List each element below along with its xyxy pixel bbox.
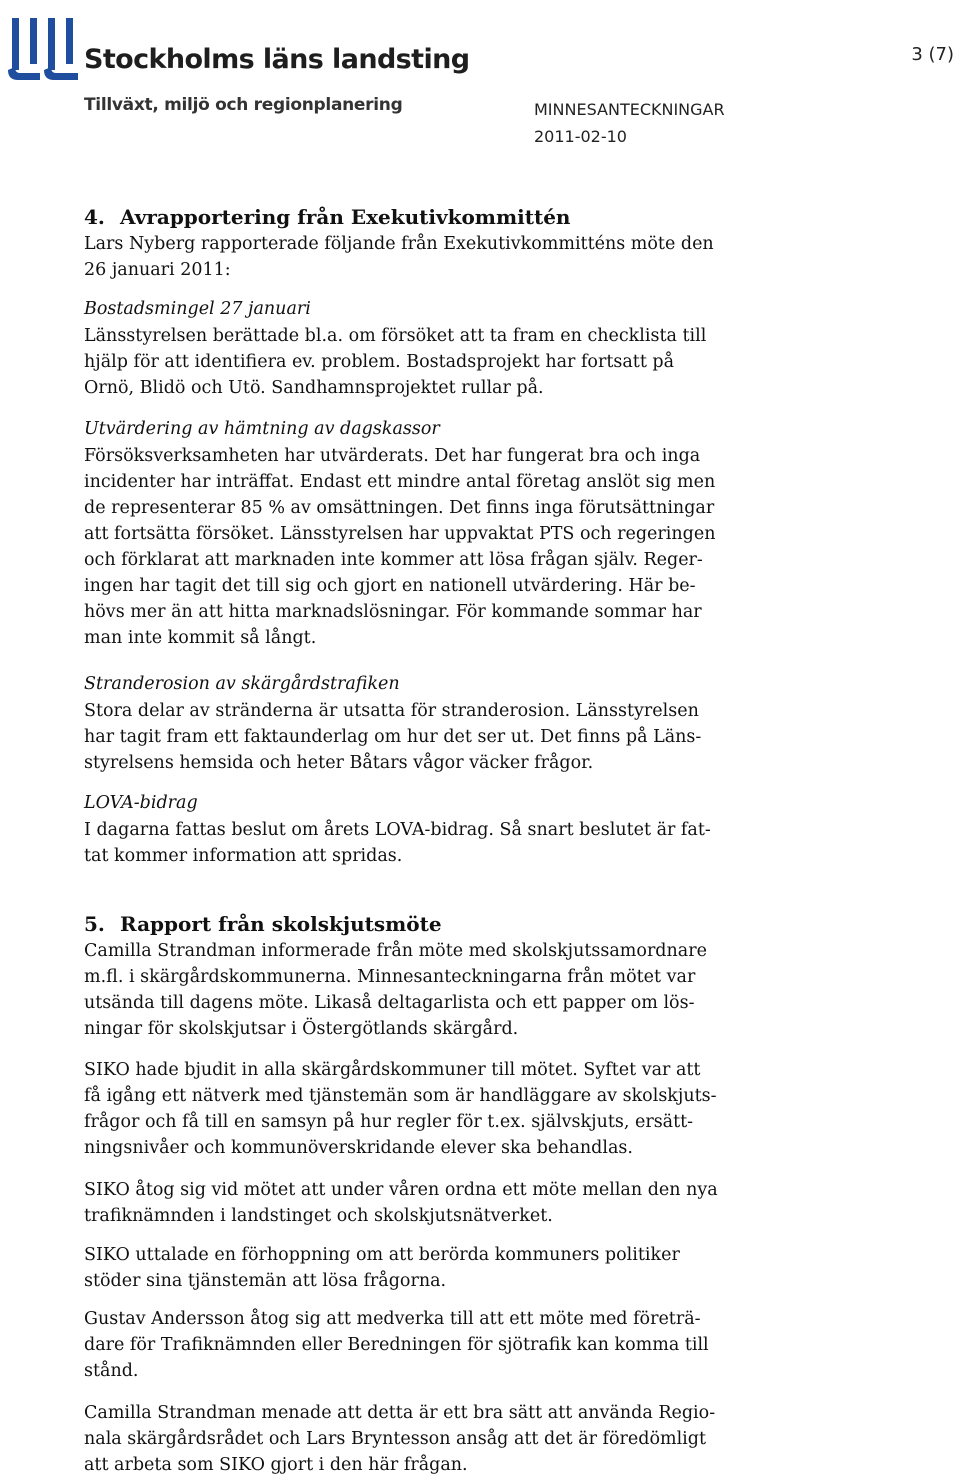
org-subtitle: Tillväxt, miljö och regionplanering bbox=[84, 95, 403, 115]
section-5-title: Rapport från skolskjutsmöte bbox=[120, 912, 442, 936]
paragraph-skolskjuts-4: SIKO uttalade en förhoppning om att berörda kommuners politiker stöder sina tjänstemän att lösa frågorna. bbox=[84, 1245, 680, 1291]
section-4-intro: Lars Nyberg rapporterade följande från Exekutivkommitténs möte den 26 januari 2011: bbox=[84, 234, 714, 280]
paragraph-lova: I dagarna fattas beslut om årets LOVA-bidrag. Så snart beslutet är fat- tat kommer information att spridas. bbox=[84, 820, 711, 866]
paragraph-stranderosion: Stora delar av stränderna är utsatta för stranderosion. Länsstyrelsen har tagit fram ett faktaunderlag om hur det ser ut. Det finns på Läns- styrelsens hemsida och heter Båtars vågor väcker frågor. bbox=[84, 701, 702, 773]
paragraph-bostadsmingel: Länsstyrelsen berättade bl.a. om försöket att ta fram en checklista till hjälp för att identifiera ev. problem. Bostadsprojekt har fortsatt på Ornö, Blidö och Utö. Sandhamnsprojektet rullar på. bbox=[84, 326, 707, 398]
page-number: 3 (7) bbox=[911, 44, 954, 65]
paragraph-skolskjuts-2: SIKO hade bjudit in alla skärgårdskommuner till mötet. Syftet var att få igång ett nätverk med tjänstemän som är handläggare av skolskjuts- frågor och få till en samsyn på hur regler för t.ex. självskjuts, ersätt- ningsnivåer och kommunöverskridande elever ska behandlas. bbox=[84, 1060, 717, 1158]
paragraph-skolskjuts-6: Camilla Strandman menade att detta är ett bra sätt att använda Regio- nala skärgårdsrådet och Lars Bryntesson ansåg att det är föredömligt att arbeta som SIKO gjort i den här frågan. bbox=[84, 1403, 716, 1475]
document-type: MINNESANTECKNINGAR bbox=[534, 100, 725, 119]
subheading-lova: LOVA-bidrag bbox=[84, 793, 198, 813]
paragraph-skolskjuts-5: Gustav Andersson åtog sig att medverka till att ett möte med företrä- dare för Trafiknämnden eller Beredningen för sjötrafik kan komma till stånd. bbox=[84, 1309, 709, 1381]
subheading-dagskassor: Utvärdering av hämtning av dagskassor bbox=[84, 419, 440, 439]
document-date: 2011-02-10 bbox=[534, 127, 627, 146]
org-name: Stockholms läns landsting bbox=[84, 44, 470, 75]
subheading-stranderosion: Stranderosion av skärgårdstrafiken bbox=[84, 674, 400, 694]
section-5-heading bbox=[84, 911, 442, 937]
paragraph-skolskjuts-3: SIKO åtog sig vid mötet att under våren ordna ett möte mellan den nya trafiknämnden i landstinget och skolskjutsnätverket. bbox=[84, 1180, 718, 1226]
section-4-heading bbox=[84, 204, 570, 230]
paragraph-dagskassor: Försöksverksamheten har utvärderats. Det har fungerat bra och inga incidenter har inträffat. Endast ett mindre antal företag anslöt sig men de representerar 85 % av omsättningen. Det finns inga förutsättningar att fortsätta försöket. Länsstyrelsen har uppvaktat PTS och regeringen och förklarat att marknaden inte kommer att lösa frågan själv. Reger- ingen har tagit det till sig och gjort en nationell utvärdering. Här be- hövs mer än att hitta marknadslösningar. För kommande sommar har man inte kommit så långt. bbox=[84, 446, 716, 648]
section-4-number: 4. bbox=[84, 205, 105, 229]
section-4-title: Avrapportering från Exekutivkommittén bbox=[120, 205, 571, 229]
section-5-number: 5. bbox=[84, 912, 105, 936]
subheading-bostadsmingel: Bostadsmingel 27 januari bbox=[84, 299, 311, 319]
paragraph-skolskjuts-1: Camilla Strandman informerade från möte med skolskjutssamordnare m.fl. i skärgårdskommunerna. Minnesanteckningarna från mötet var utsända till dagens möte. Likaså deltagarlista och ett papper om lös- ningar för skolskjutsar i Östergötlands skärgård. bbox=[84, 941, 707, 1039]
